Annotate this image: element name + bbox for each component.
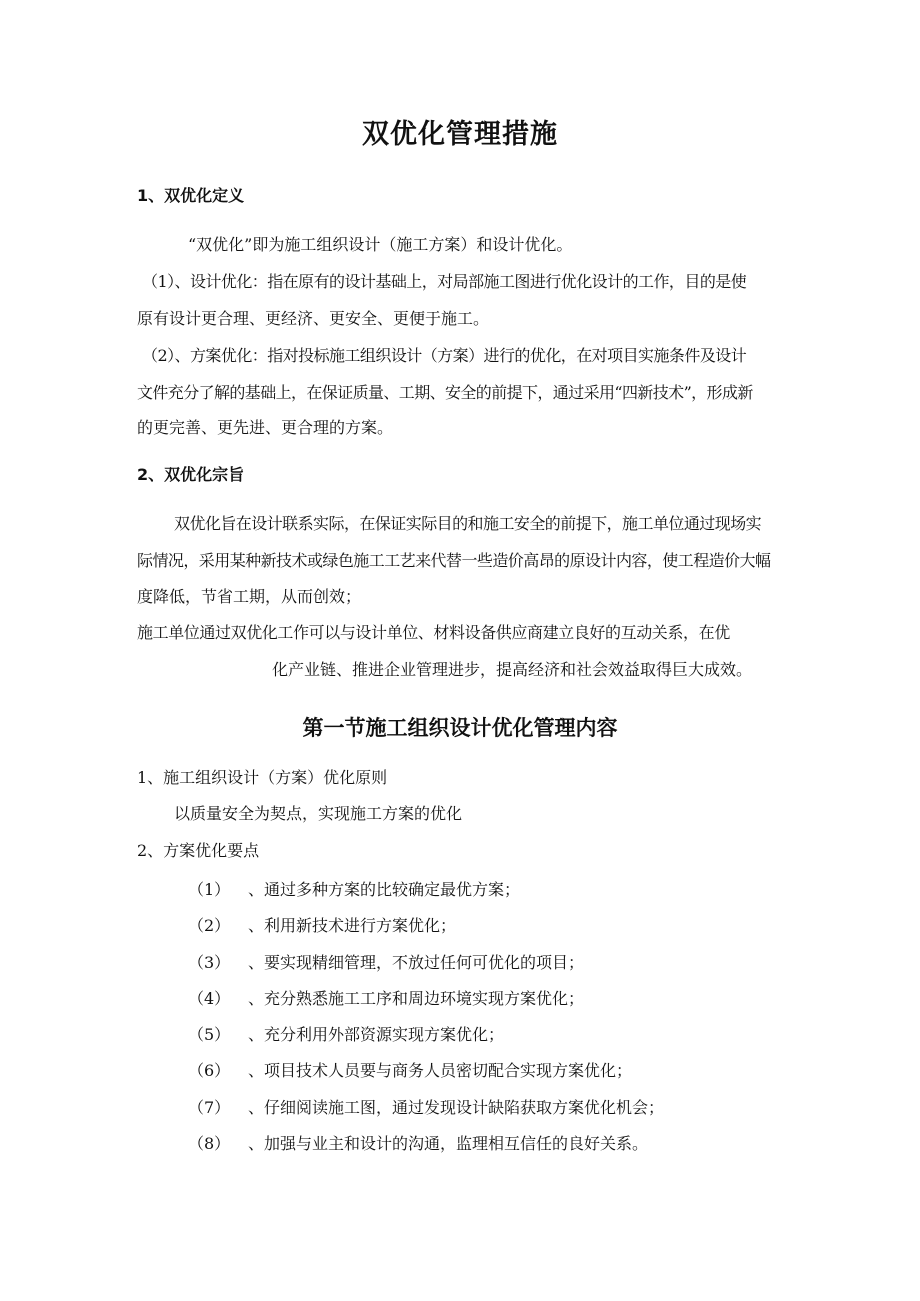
purpose-para-1-line-2: 际情况，采用某种新技术或绿色施工工艺来代替一些造价高昂的原设计内容，使工程造价大幅 xyxy=(137,551,771,570)
purpose-para-2-line-2: 化产业链、推进企业管理进步，提高经济和社会效益取得巨大成效。 xyxy=(272,660,753,679)
key-point-item xyxy=(188,1022,504,1045)
key-point-item xyxy=(188,986,584,1009)
key-points-heading: 2、方案优化要点 xyxy=(137,841,260,860)
key-point-number: （2） xyxy=(188,916,231,935)
key-point-number: （4） xyxy=(188,989,231,1008)
key-point-text: 、项目技术人员要与商务人员密切配合实现方案优化； xyxy=(248,1061,633,1080)
definition-intro: “双优化”即为施工组织设计（施工方案）和设计优化。 xyxy=(188,235,573,254)
key-point-item xyxy=(188,950,584,973)
purpose-para-1-line-1: 双优化旨在设计联系实际，在保证实际目的和施工安全的前提下，施工单位通过现场实 xyxy=(174,514,762,533)
key-point-text: 、通过多种方案的比较确定最优方案； xyxy=(248,880,521,899)
section-heading-purpose: 2、双优化宗旨 xyxy=(137,465,245,484)
key-point-item xyxy=(188,1095,664,1118)
key-point-text: 、充分利用外部资源实现方案优化； xyxy=(248,1025,505,1044)
key-point-number: （3） xyxy=(188,953,231,972)
key-point-text: 、加强与业主和设计的沟通，监理相互信任的良好关系。 xyxy=(248,1134,649,1153)
key-point-text: 、要实现精细管理，不放过任何可优化的项目； xyxy=(248,953,585,972)
document-title: 双优化管理措施 xyxy=(362,119,558,150)
key-point-number: （1） xyxy=(188,880,231,899)
purpose-para-1-line-3: 度降低，节省工期，从而创效； xyxy=(137,587,362,606)
key-point-text: 、充分熟悉施工工序和周边环境实现方案优化； xyxy=(248,989,585,1008)
design-optimization-line-1: （1）、设计优化：指在原有的设计基础上，对局部施工图进行优化设计的工作，目的是使 xyxy=(142,272,747,291)
key-point-item xyxy=(188,1058,632,1081)
key-point-number: （8） xyxy=(188,1134,231,1153)
principle-heading: 1、施工组织设计（方案）优化原则 xyxy=(137,768,388,787)
key-point-text: 、仔细阅读施工图，通过发现设计缺陷获取方案优化机会； xyxy=(248,1098,665,1117)
design-optimization-line-2: 原有设计更合理、更经济、更安全、更便于施工。 xyxy=(137,309,490,328)
key-point-number: （5） xyxy=(188,1025,231,1044)
key-point-item xyxy=(188,913,456,936)
key-point-number: （7） xyxy=(188,1098,231,1117)
key-point-number: （6） xyxy=(188,1061,231,1080)
plan-optimization-line-1: （2）、方案优化：指对投标施工组织设计（方案）进行的优化，在对项目实施条件及设计 xyxy=(142,346,747,365)
principle-text: 以质量安全为契点，实现施工方案的优化 xyxy=(174,804,463,823)
key-point-text: 、利用新技术进行方案优化； xyxy=(248,916,457,935)
purpose-para-2-line-1: 施工单位通过双优化工作可以与设计单位、材料设备供应商建立良好的互动关系，在优 xyxy=(137,623,730,642)
chapter-title: 第一节施工组织设计优化管理内容 xyxy=(302,715,618,740)
plan-optimization-line-2: 文件充分了解的基础上，在保证质量、工期、安全的前提下，通过采用“四新技术”，形成新 xyxy=(137,383,753,402)
key-point-item xyxy=(188,1131,648,1154)
plan-optimization-line-3: 的更完善、更先进、更合理的方案。 xyxy=(137,418,394,437)
key-point-item xyxy=(188,877,520,900)
section-heading-definition: 1、双优化定义 xyxy=(137,186,245,205)
